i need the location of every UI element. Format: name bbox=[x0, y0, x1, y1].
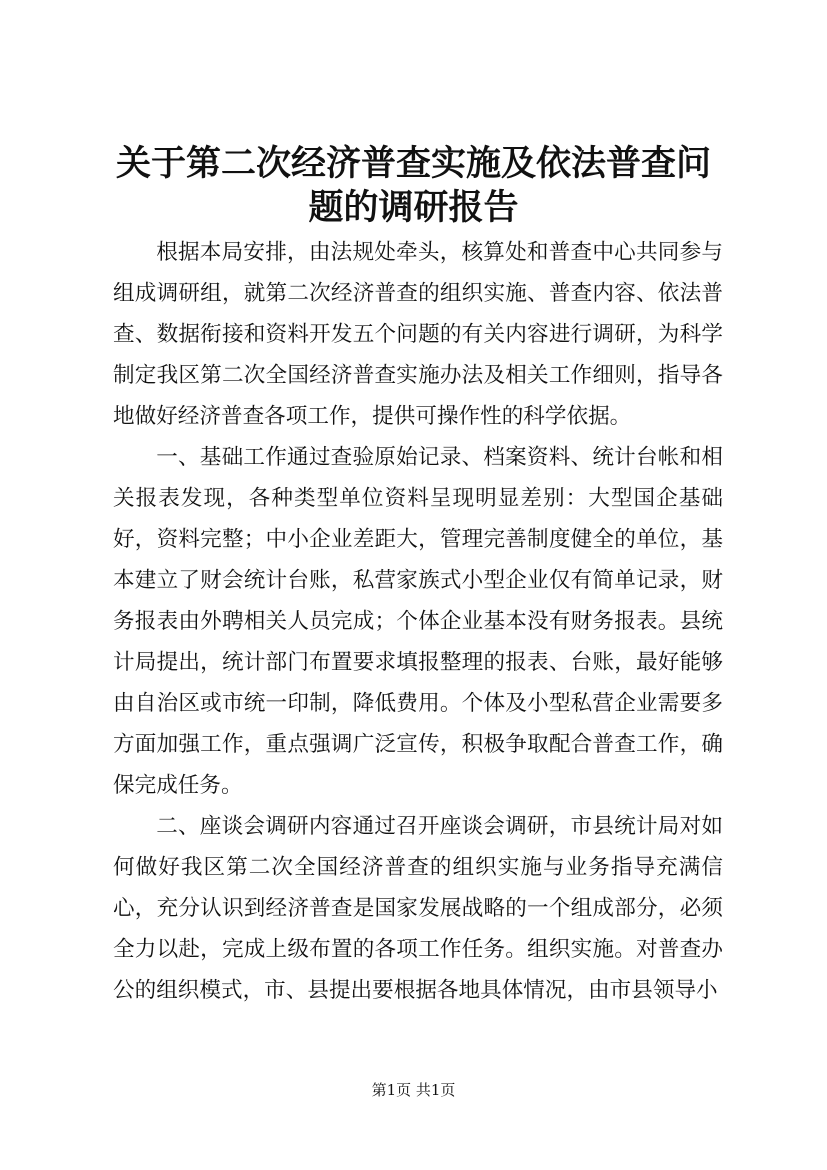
document-title: 关于第二次经济普查实施及依法普查问题的调研报告 bbox=[115, 143, 711, 228]
page-number: 第1页 共1页 bbox=[371, 1081, 456, 1099]
paragraph-basic-work: 一、基础工作通过查验原始记录、档案资料、统计台帐和相关报表发现，各种类型单位资料呈现明显差别：大型国企基础好，资料完整；中小企业差距大，管理完善制度健全的单位，基本建立了财会统计台账，私营家族式小型企业仅有简单记录，财务报表由外聘相关人员完成；个体企业基本没有财务报表。县统计局提出，统计部门布置要求填报整理的报表、台账，最好能够由自治区或市统一印制，降低费用。个体及小型私营企业需要多方面加强工作，重点强调广泛宣传，积极争取配合普查工作，确保完成任务。 bbox=[113, 445, 723, 798]
document-body bbox=[113, 232, 723, 1011]
paragraph-intro: 根据本局安排，由法规处牵头，核算处和普查中心共同参与组成调研组，就第二次经济普查的组织实施、普查内容、依法普查、数据衔接和资料开发五个问题的有关内容进行调研，为科学制定我区第二次全国经济普查实施办法及相关工作细则，指导各地做好经济普查各项工作，提供可操作性的科学依据。 bbox=[113, 240, 723, 429]
page-footer bbox=[0, 1080, 827, 1100]
paragraph-symposium: 二、座谈会调研内容通过召开座谈会调研，市县统计局对如何做好我区第二次全国经济普查的组织实施与业务指导充满信心，充分认识到经济普查是国家发展战略的一个组成部分，必须全力以赴，完成上级布置的各项工作任务。组织实施。对普查办公的组织模式，市、县提出要根据各地具体情况，由市县领导小 bbox=[113, 814, 723, 1003]
